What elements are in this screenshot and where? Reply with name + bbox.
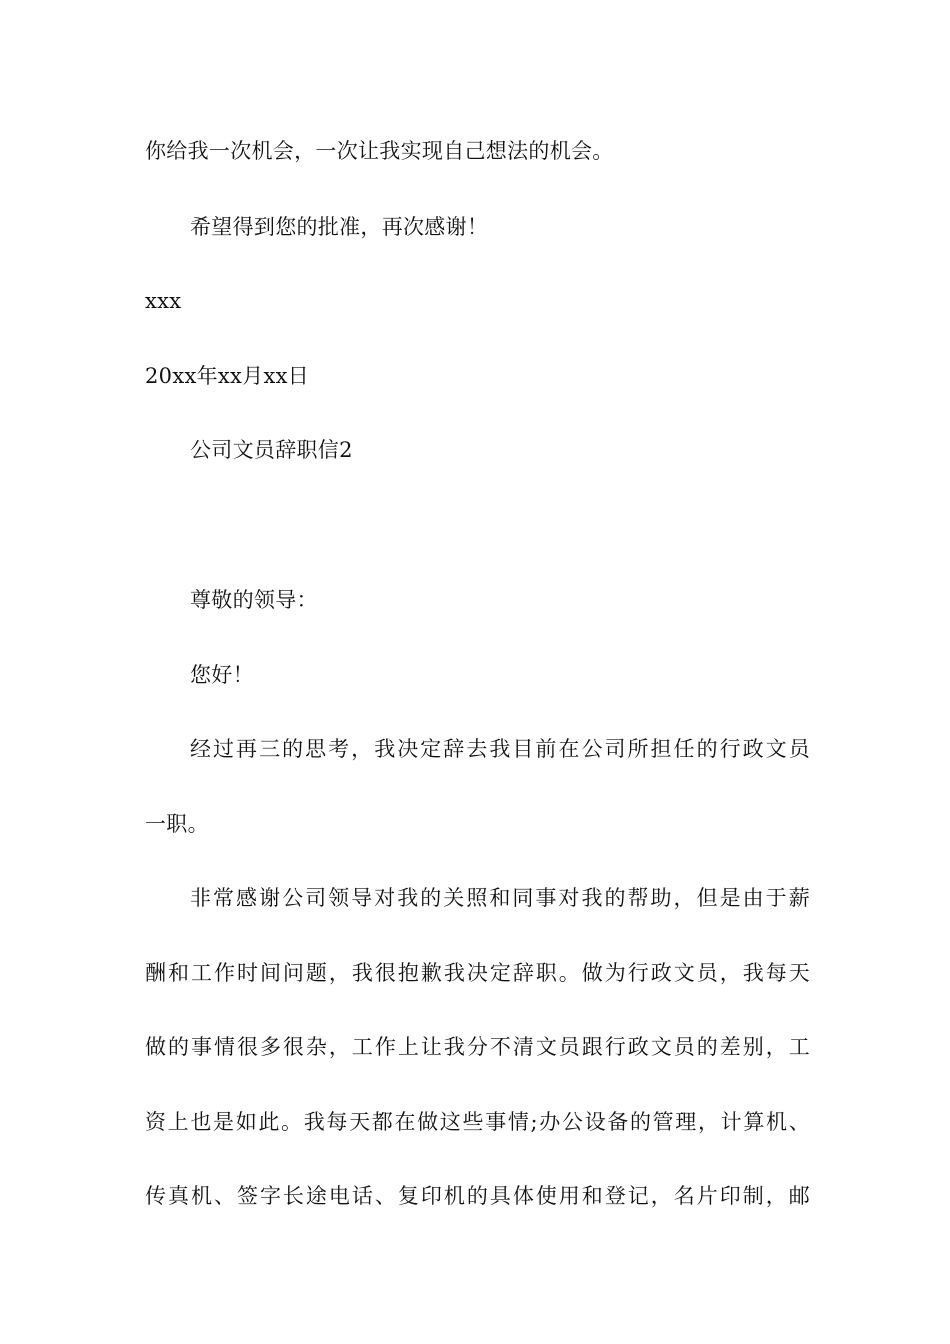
paragraph-line: 一职。 — [145, 812, 209, 836]
paragraph-line: 酬和工作时间问题，我很抱歉我决定辞职。做为行政文员，我每天 — [145, 961, 810, 985]
section-heading: 公司文员辞职信2 — [190, 438, 353, 462]
paragraph-line: 经过再三的思考，我决定辞去我目前在公司所担任的行政文员 — [190, 737, 810, 761]
signature-name: xxx — [145, 289, 182, 313]
paragraph-line: 非常感谢公司领导对我的关照和同事对我的帮助，但是由于薪 — [190, 886, 810, 910]
paragraph-line: 做的事情很多很杂，工作上让我分不清文员跟行政文员的差别，工 — [145, 1035, 810, 1059]
paragraph-line: 资上也是如此。我每天都在做这些事情;办公设备的管理，计算机、 — [145, 1110, 810, 1134]
greeting: 您好！ — [190, 663, 254, 687]
salutation: 尊敬的领导： — [190, 588, 318, 612]
text-line-thanks: 希望得到您的批准，再次感谢！ — [190, 215, 489, 239]
signature-date: 20xx年xx月xx日 — [145, 364, 310, 388]
paragraph-line: 传真机、签字长途电话、复印机的具体使用和登记，名片印制，邮 — [145, 1184, 810, 1208]
text-line: 你给我一次机会，一次让我实现自己想法的机会。 — [145, 139, 614, 163]
